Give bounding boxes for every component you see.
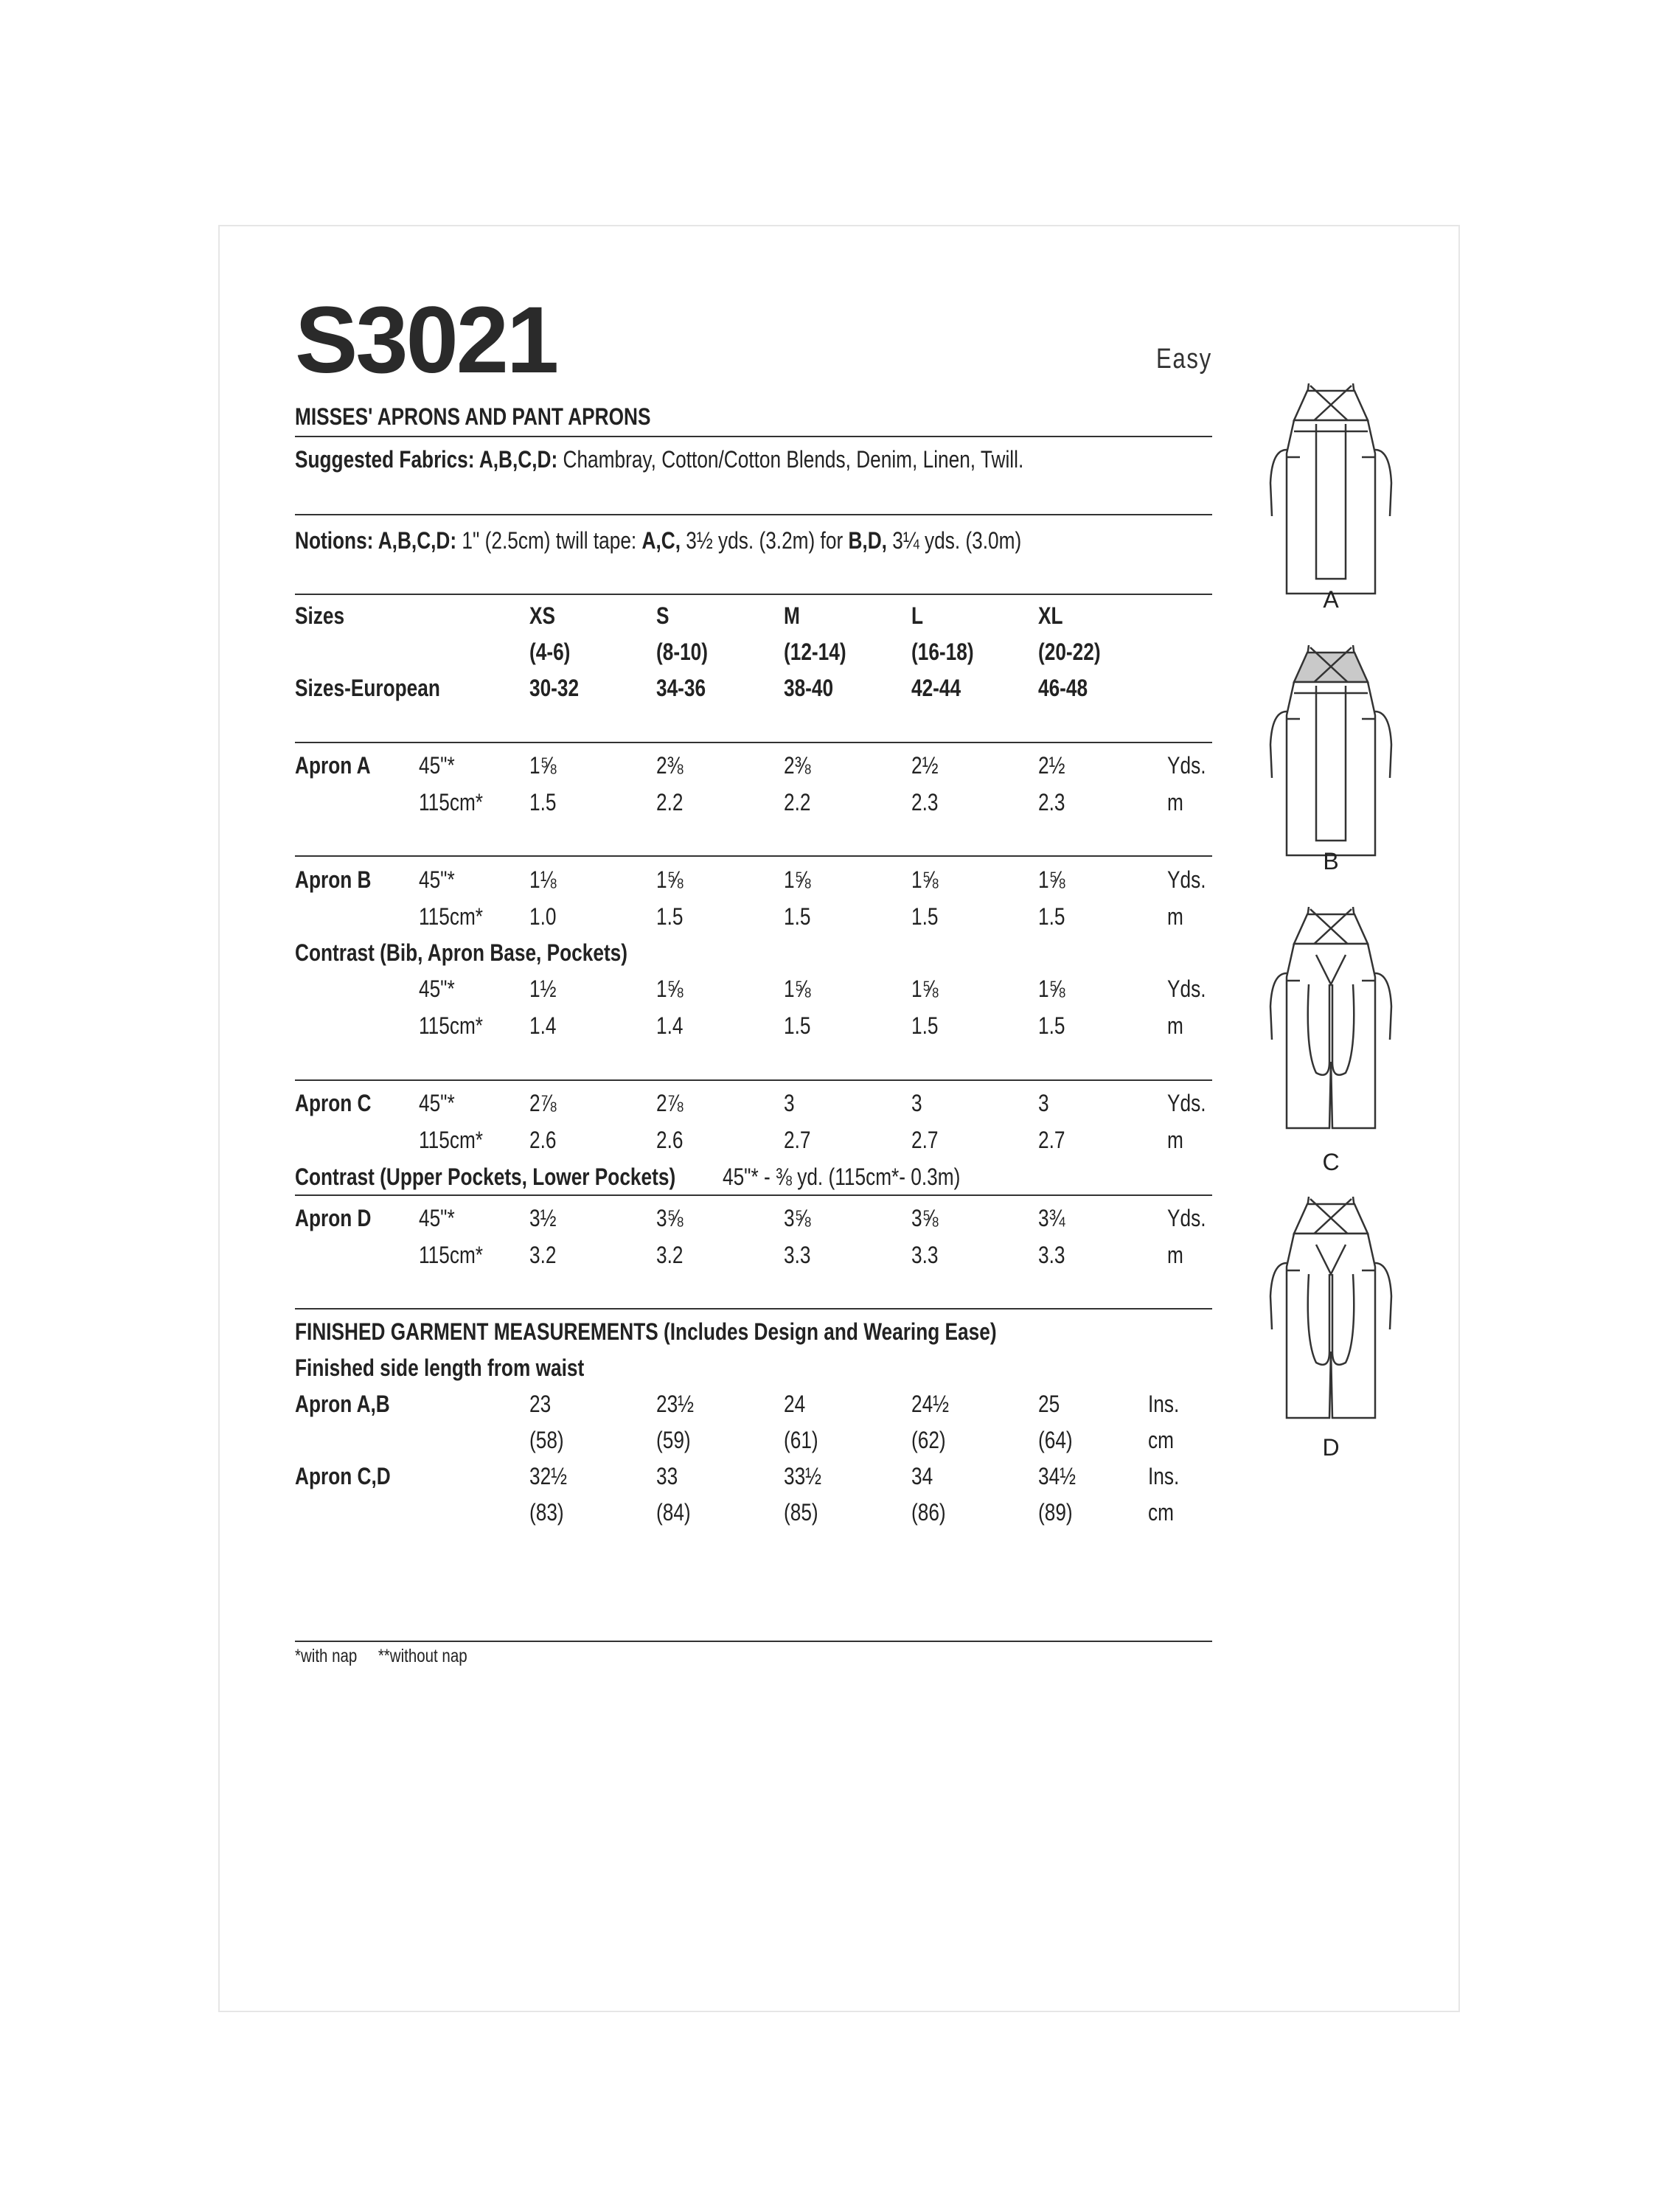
- notions-bd-text: 3¼ yds. (3.0m): [892, 527, 1022, 554]
- apron-label: Apron D: [295, 1205, 372, 1231]
- divider: [295, 855, 1212, 857]
- yardage-value: 1⅝: [784, 975, 811, 1002]
- yardage-value: 2.6: [656, 1127, 684, 1153]
- fabric-width: 115cm*: [419, 1012, 484, 1039]
- fabric-width: 45"*: [419, 1205, 455, 1231]
- measurement-ins: 34: [911, 1463, 933, 1489]
- yardage-value: 1⅛: [529, 866, 557, 893]
- divider: [295, 1641, 1212, 1642]
- measurements-heading: FINISHED GARMENT MEASUREMENTS (Includes Design and Wearing Ease): [295, 1318, 997, 1345]
- size-us: (4-6): [529, 639, 571, 665]
- view-c-illustration: [1265, 903, 1397, 1139]
- notions-label: Notions: A,B,C,D:: [295, 527, 457, 554]
- contrast-text: 45"* - ⅜ yd. (115cm*- 0.3m): [723, 1164, 961, 1190]
- view-d-illustration: [1265, 1193, 1397, 1429]
- unit-label: cm: [1148, 1427, 1174, 1453]
- view-b-illustration: [1265, 641, 1397, 877]
- yardage-value: 3⅝: [656, 1205, 684, 1231]
- yardage-value: 3: [784, 1090, 795, 1116]
- unit-label: Yds.: [1167, 866, 1206, 893]
- yardage-value: 1.5: [784, 1012, 811, 1039]
- unit-label: m: [1167, 903, 1183, 930]
- suggested-fabrics: [295, 445, 1183, 474]
- footnote-without-nap: **without nap: [378, 1646, 467, 1666]
- view-label: C: [1322, 1149, 1340, 1175]
- measurement-cm: (64): [1038, 1427, 1073, 1453]
- fabric-width: 45"*: [419, 866, 455, 893]
- fabric-width: 115cm*: [419, 789, 484, 815]
- yardage-value: 3.3: [911, 1242, 939, 1268]
- pattern-title: MISSES' APRONS AND PANT APRONS: [295, 403, 651, 430]
- size-name: XS: [529, 602, 556, 629]
- size-eu: 38-40: [784, 675, 834, 701]
- measurement-ins: 33½: [784, 1463, 822, 1489]
- divider: [295, 1308, 1212, 1310]
- yardage-value: 2½: [1038, 752, 1065, 779]
- size-name: S: [656, 602, 669, 629]
- unit-label: m: [1167, 1012, 1183, 1039]
- yardage-value: 3½: [529, 1205, 557, 1231]
- yardage-value: 3⅝: [911, 1205, 939, 1231]
- measurement-ins: 34½: [1038, 1463, 1077, 1489]
- footnote: [295, 1646, 505, 1667]
- unit-label: Yds.: [1167, 1205, 1206, 1231]
- measurement-cm: (85): [784, 1499, 818, 1526]
- yardage-value: 2½: [911, 752, 939, 779]
- measurement-ins: 24½: [911, 1391, 950, 1417]
- measurement-cm: (62): [911, 1427, 946, 1453]
- yardage-value: 1⅝: [656, 975, 684, 1002]
- apron-label: Apron B: [295, 866, 372, 893]
- size-eu: 46-48: [1038, 675, 1088, 701]
- measurement-cm: (89): [1038, 1499, 1073, 1526]
- measurement-cm: (86): [911, 1499, 946, 1526]
- yardage-value: 1.5: [529, 789, 557, 815]
- measurement-ins: 33: [656, 1463, 678, 1489]
- yardage-value: 1⅝: [911, 866, 939, 893]
- yardage-value: 1.5: [784, 903, 811, 930]
- yardage-value: 2.7: [911, 1127, 939, 1153]
- divider: [295, 594, 1212, 595]
- yardage-value: 3⅝: [784, 1205, 811, 1231]
- divider: [295, 742, 1212, 743]
- yardage-value: 2.3: [911, 789, 939, 815]
- yardage-value: 1.5: [911, 903, 939, 930]
- measurement-ins: 24: [784, 1391, 806, 1417]
- size-us: (20-22): [1038, 639, 1101, 665]
- yardage-value: 2.2: [656, 789, 684, 815]
- contrast-label: Contrast (Upper Pockets, Lower Pockets): [295, 1164, 676, 1190]
- unit-label: Yds.: [1167, 1090, 1206, 1116]
- yardage-value: 2.7: [1038, 1127, 1065, 1153]
- fabrics-text: Chambray, Cotton/Cotton Blends, Denim, Linen, Twill.: [563, 446, 1024, 473]
- yardage-value: 3: [911, 1090, 922, 1116]
- yardage-value: 1⅝: [911, 975, 939, 1002]
- apron-label: Apron C,D: [295, 1463, 391, 1489]
- measurement-ins: 23: [529, 1391, 552, 1417]
- yardage-value: 1.5: [911, 1012, 939, 1039]
- unit-label: m: [1167, 1127, 1183, 1153]
- pattern-number: S3021: [295, 288, 557, 393]
- measurement-cm: (83): [529, 1499, 564, 1526]
- yardage-value: 1⅝: [656, 866, 684, 893]
- yardage-value: 1½: [529, 975, 557, 1002]
- yardage-value: 2.7: [784, 1127, 811, 1153]
- yardage-value: 2.6: [529, 1127, 557, 1153]
- notions-text: 1" (2.5cm) twill tape:: [462, 527, 637, 554]
- unit-label: Ins.: [1148, 1463, 1180, 1489]
- size-name: M: [784, 602, 800, 629]
- fabric-width: 115cm*: [419, 1127, 484, 1153]
- footnote-with-nap: *with nap: [295, 1646, 358, 1666]
- yardage-value: 2⅜: [656, 752, 684, 779]
- size-name: XL: [1038, 602, 1063, 629]
- difficulty-label: Easy: [1156, 344, 1212, 375]
- fabric-width: 115cm*: [419, 1242, 484, 1268]
- size-eu: 42-44: [911, 675, 961, 701]
- yardage-value: 3.3: [1038, 1242, 1065, 1268]
- yardage-value: 1⅝: [784, 866, 811, 893]
- apron-label: Apron A,B: [295, 1391, 390, 1417]
- divider: [295, 1194, 1212, 1196]
- apron-label: Apron C: [295, 1090, 372, 1116]
- yardage-value: 2⅞: [656, 1090, 684, 1116]
- divider: [295, 514, 1212, 515]
- fabric-width: 45"*: [419, 1090, 455, 1116]
- yardage-value: 1.4: [529, 1012, 557, 1039]
- view-label: A: [1323, 586, 1339, 613]
- yardage-value: 2.3: [1038, 789, 1065, 815]
- size-us: (12-14): [784, 639, 846, 665]
- measurements-subheading: Finished side length from waist: [295, 1354, 585, 1381]
- yardage-value: 3¾: [1038, 1205, 1065, 1231]
- fabric-width: 115cm*: [419, 903, 484, 930]
- size-us: (8-10): [656, 639, 708, 665]
- yardage-value: 1.0: [529, 903, 557, 930]
- yardage-value: 3.3: [784, 1242, 811, 1268]
- measurement-ins: 25: [1038, 1391, 1060, 1417]
- yardage-value: 2.2: [784, 789, 811, 815]
- yardage-value: 3: [1038, 1090, 1049, 1116]
- notions-bd-label: B,D,: [848, 527, 887, 554]
- notions: [295, 526, 1181, 555]
- yardage-value: 2⅜: [784, 752, 811, 779]
- size-name: L: [911, 602, 924, 629]
- measurement-ins: 23½: [656, 1391, 695, 1417]
- view-label: D: [1322, 1434, 1340, 1461]
- view-label: B: [1323, 848, 1339, 874]
- view-a-illustration: [1265, 380, 1397, 616]
- unit-label: Yds.: [1167, 975, 1206, 1002]
- fabrics-label: Suggested Fabrics: A,B,C,D:: [295, 446, 558, 473]
- fabric-width: 45"*: [419, 975, 455, 1002]
- yardage-value: 1⅝: [1038, 866, 1065, 893]
- measurement-cm: (59): [656, 1427, 691, 1453]
- divider: [295, 1079, 1212, 1081]
- yardage-value: 1.5: [1038, 1012, 1065, 1039]
- yardage-value: 1.5: [656, 903, 684, 930]
- unit-label: m: [1167, 1242, 1183, 1268]
- unit-label: Yds.: [1167, 752, 1206, 779]
- yardage-value: 1.4: [656, 1012, 684, 1039]
- divider: [295, 436, 1212, 437]
- size-eu: 30-32: [529, 675, 580, 701]
- unit-label: Ins.: [1148, 1391, 1180, 1417]
- measurement-cm: (84): [656, 1499, 691, 1526]
- yardage-value: 3.2: [529, 1242, 557, 1268]
- measurement-cm: (58): [529, 1427, 564, 1453]
- sizes-european-label: Sizes-European: [295, 675, 440, 701]
- sizes-label: Sizes: [295, 602, 345, 629]
- yardage-value: 1.5: [1038, 903, 1065, 930]
- unit-label: cm: [1148, 1499, 1174, 1526]
- unit-label: m: [1167, 789, 1183, 815]
- fabric-width: 45"*: [419, 752, 455, 779]
- size-eu: 34-36: [656, 675, 706, 701]
- notions-ac-text: 3½ yds. (3.2m) for: [686, 527, 844, 554]
- notions-ac-label: A,C,: [641, 527, 681, 554]
- apron-label: Apron A: [295, 752, 371, 779]
- yardage-value: 3.2: [656, 1242, 684, 1268]
- measurement-cm: (61): [784, 1427, 818, 1453]
- yardage-value: 1⅝: [1038, 975, 1065, 1002]
- measurement-ins: 32½: [529, 1463, 568, 1489]
- yardage-value: 1⅝: [529, 752, 557, 779]
- yardage-value: 2⅞: [529, 1090, 557, 1116]
- size-us: (16-18): [911, 639, 974, 665]
- contrast-label: Contrast (Bib, Apron Base, Pockets): [295, 939, 628, 966]
